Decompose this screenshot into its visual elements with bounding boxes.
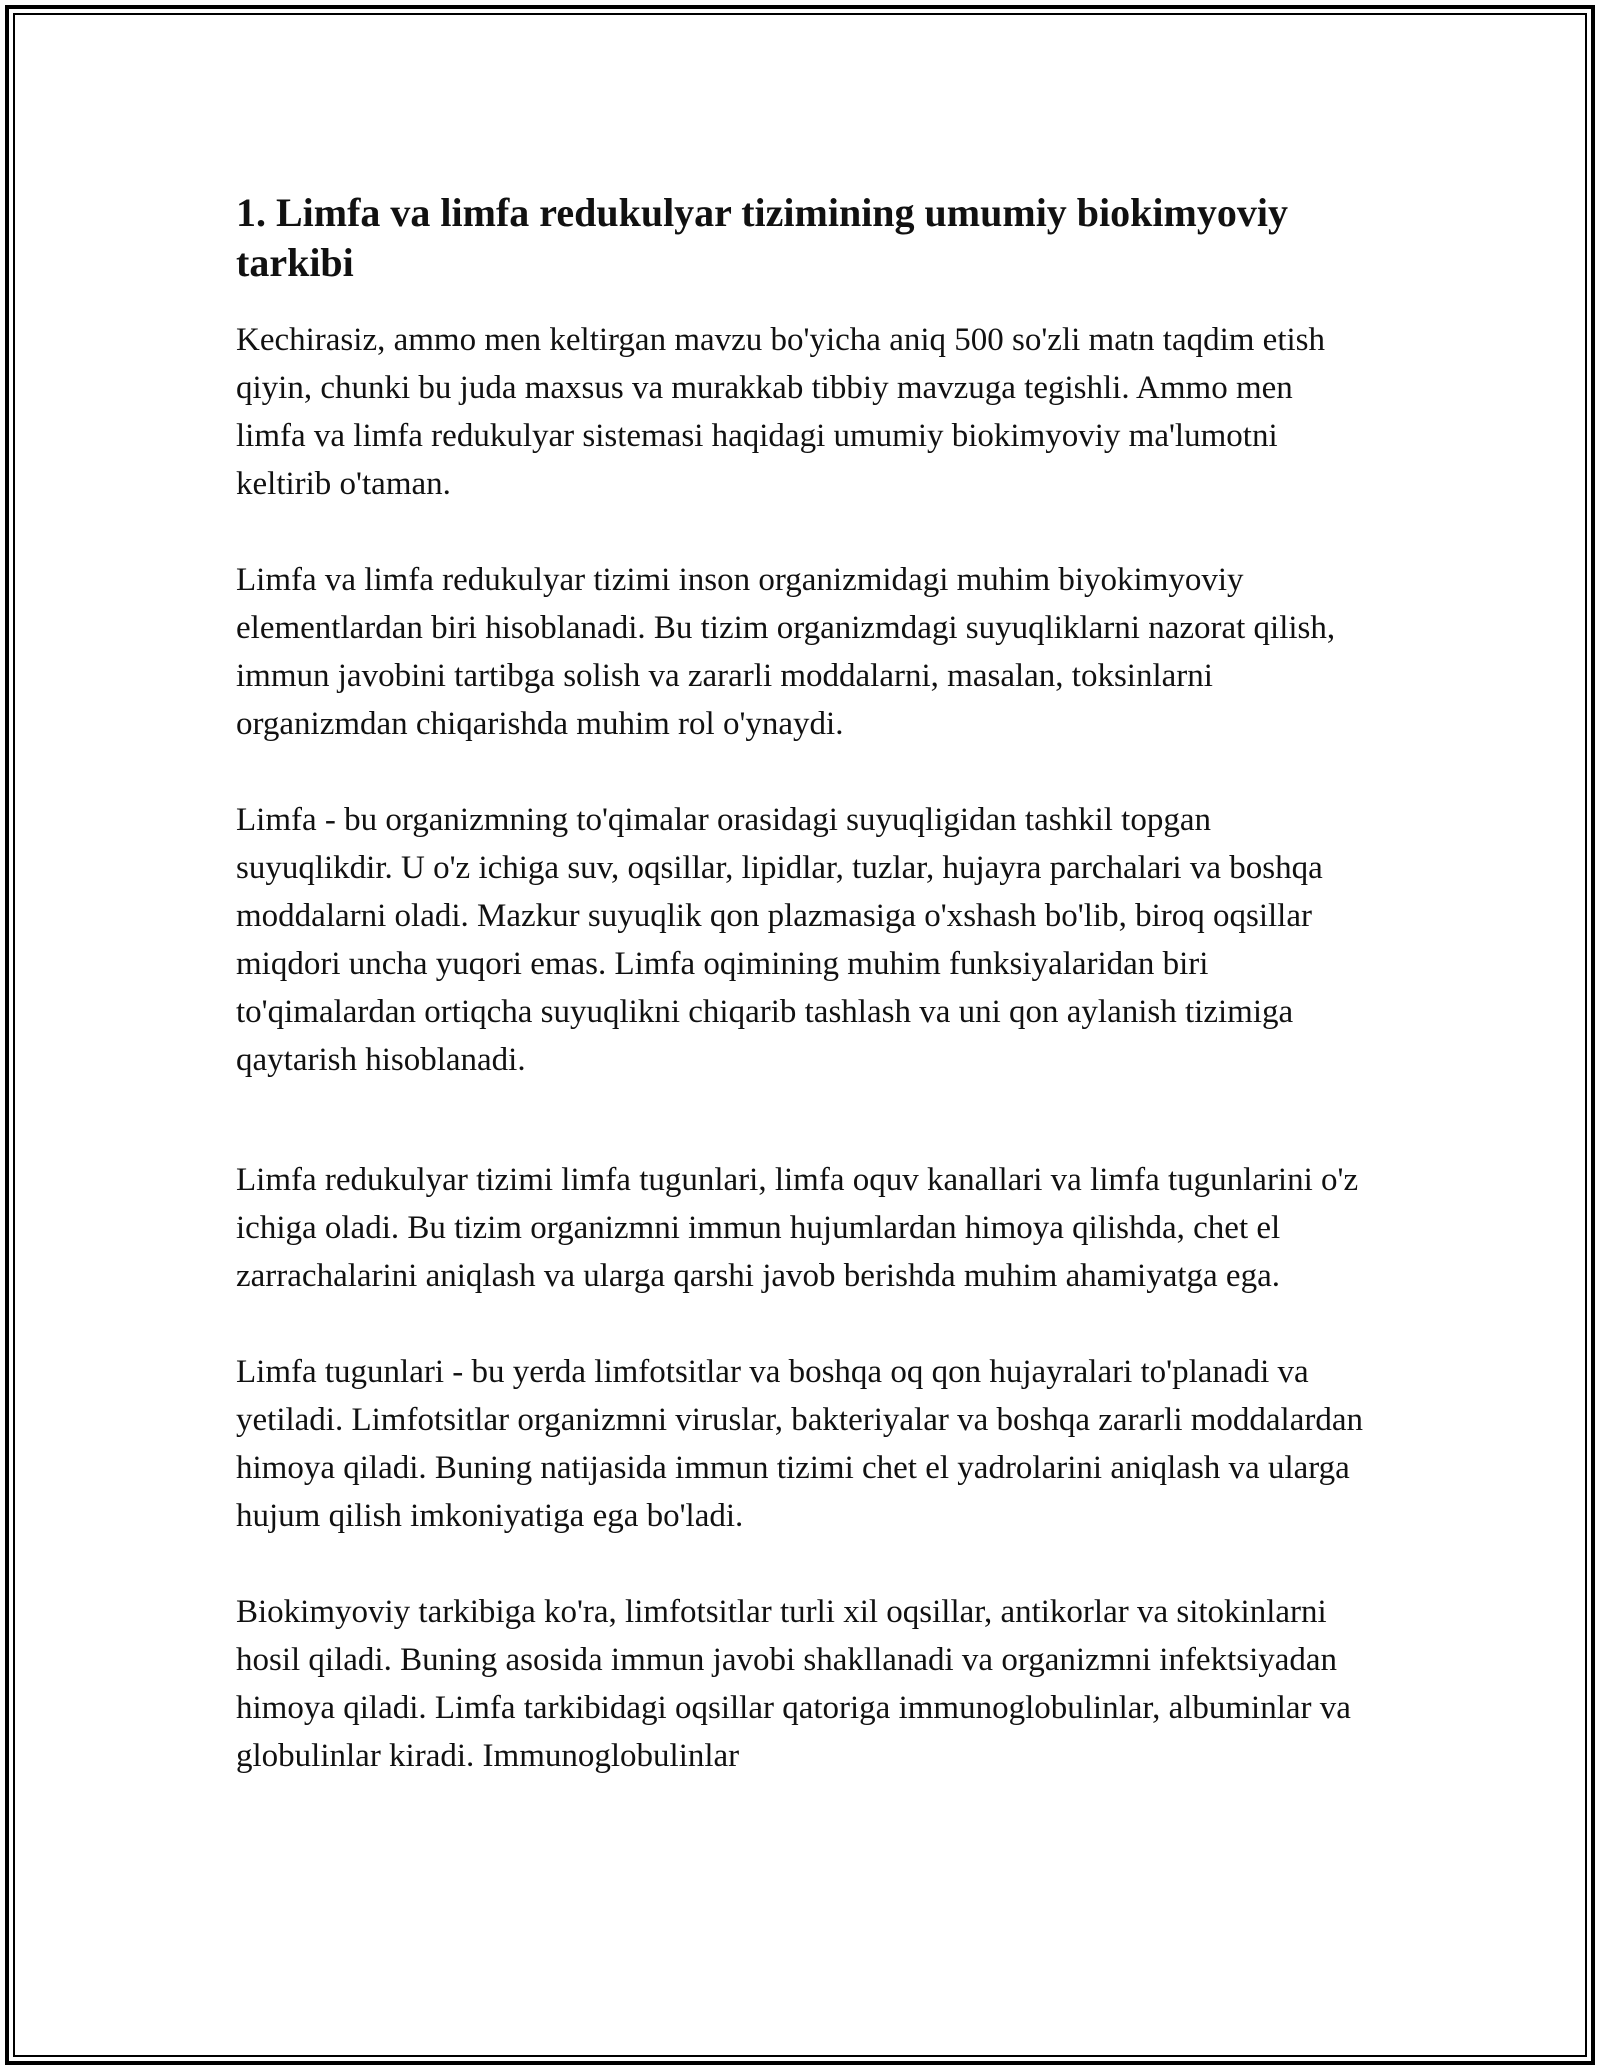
paragraph-spacer <box>236 1300 1364 1348</box>
paragraph-biochemistry: Biokimyoviy tarkibiga ko'ra, limfotsitlar turli xil oqsillar, antikorlar va sitokinlarni hosil qiladi. Buning asosida immun javobi shakllanadi va organizmni infektsiyadan himoya qiladi. Limfa tarkibidagi oqsillar qatoriga immunoglobulinlar, albuminlar va globulinlar kiradi. Immunoglobulinlar <box>236 1594 1351 1774</box>
paragraph-spacer <box>236 748 1364 796</box>
paragraph-lymph-nodes: Limfa tugunlari - bu yerda limfotsitlar va boshqa oq qon hujayralari to'planadi va yetiladi. Limfotsitlar organizmni viruslar, bakteriyalar va boshqa zararli moddalardan himoya qiladi. Buning natijasida immun tizimi chet el yadrolarini aniqlash va ularga hujum qilish imkoniyatiga ega bo'ladi. <box>236 1354 1364 1534</box>
paragraph-intro: Kechirasiz, ammo men keltirgan mavzu bo'yicha aniq 500 so'zli matn taqdim etish qiyin, chunki bu juda maxsus va murakkab tibbiy mavzuga tegishli. Ammo men limfa va limfa redukulyar sistemasi haqidagi umumiy biokimyoviy ma'lumotni keltirib o'taman. <box>236 322 1325 502</box>
paragraph-spacer <box>236 1084 1364 1156</box>
document-title: 1. Limfa va limfa redukulyar tizimining umumiy biokimyoviy tarkibi <box>236 190 1288 285</box>
paragraph-spacer <box>236 1540 1364 1588</box>
document-content <box>236 188 1364 1780</box>
paragraph-lymph-definition: Limfa - bu organizmning to'qimalar orasidagi suyuqligidan tashkil topgan suyuqlikdir. U o'z ichiga suv, oqsillar, lipidlar, tuzlar, hujayra parchalari va boshqa moddalarni oladi. Mazkur suyuqlik qon plazmasiga o'xshash bo'lib, biroq oqsillar miqdori uncha yuqori emas. Limfa oqimining muhim funksiyalaridan biri to'qimalardan ortiqcha suyuqlikni chiqarib tashlash va uni qon aylanish tizimiga qaytarish hisoblanadi. <box>236 802 1323 1078</box>
paragraph-spacer <box>236 508 1364 556</box>
paragraph-system-overview: Limfa va limfa redukulyar tizimi inson organizmidagi muhim biyokimyoviy elementlardan biri hisoblanadi. Bu tizim organizmdagi suyuqliklarni nazorat qilish, immun javobini tartibga solish va zararli moddalarni, masalan, toksinlarni organizmdan chiqarishda muhim rol o'ynaydi. <box>236 562 1336 742</box>
paragraph-reticular-system: Limfa redukulyar tizimi limfa tugunlari, limfa oquv kanallari va limfa tugunlarini o'z ichiga oladi. Bu tizim organizmni immun hujumlardan himoya qilishda, chet el zarrachalarini aniqlash va ularga qarshi javob berishda muhim ahamiyatga ega. <box>236 1162 1359 1294</box>
